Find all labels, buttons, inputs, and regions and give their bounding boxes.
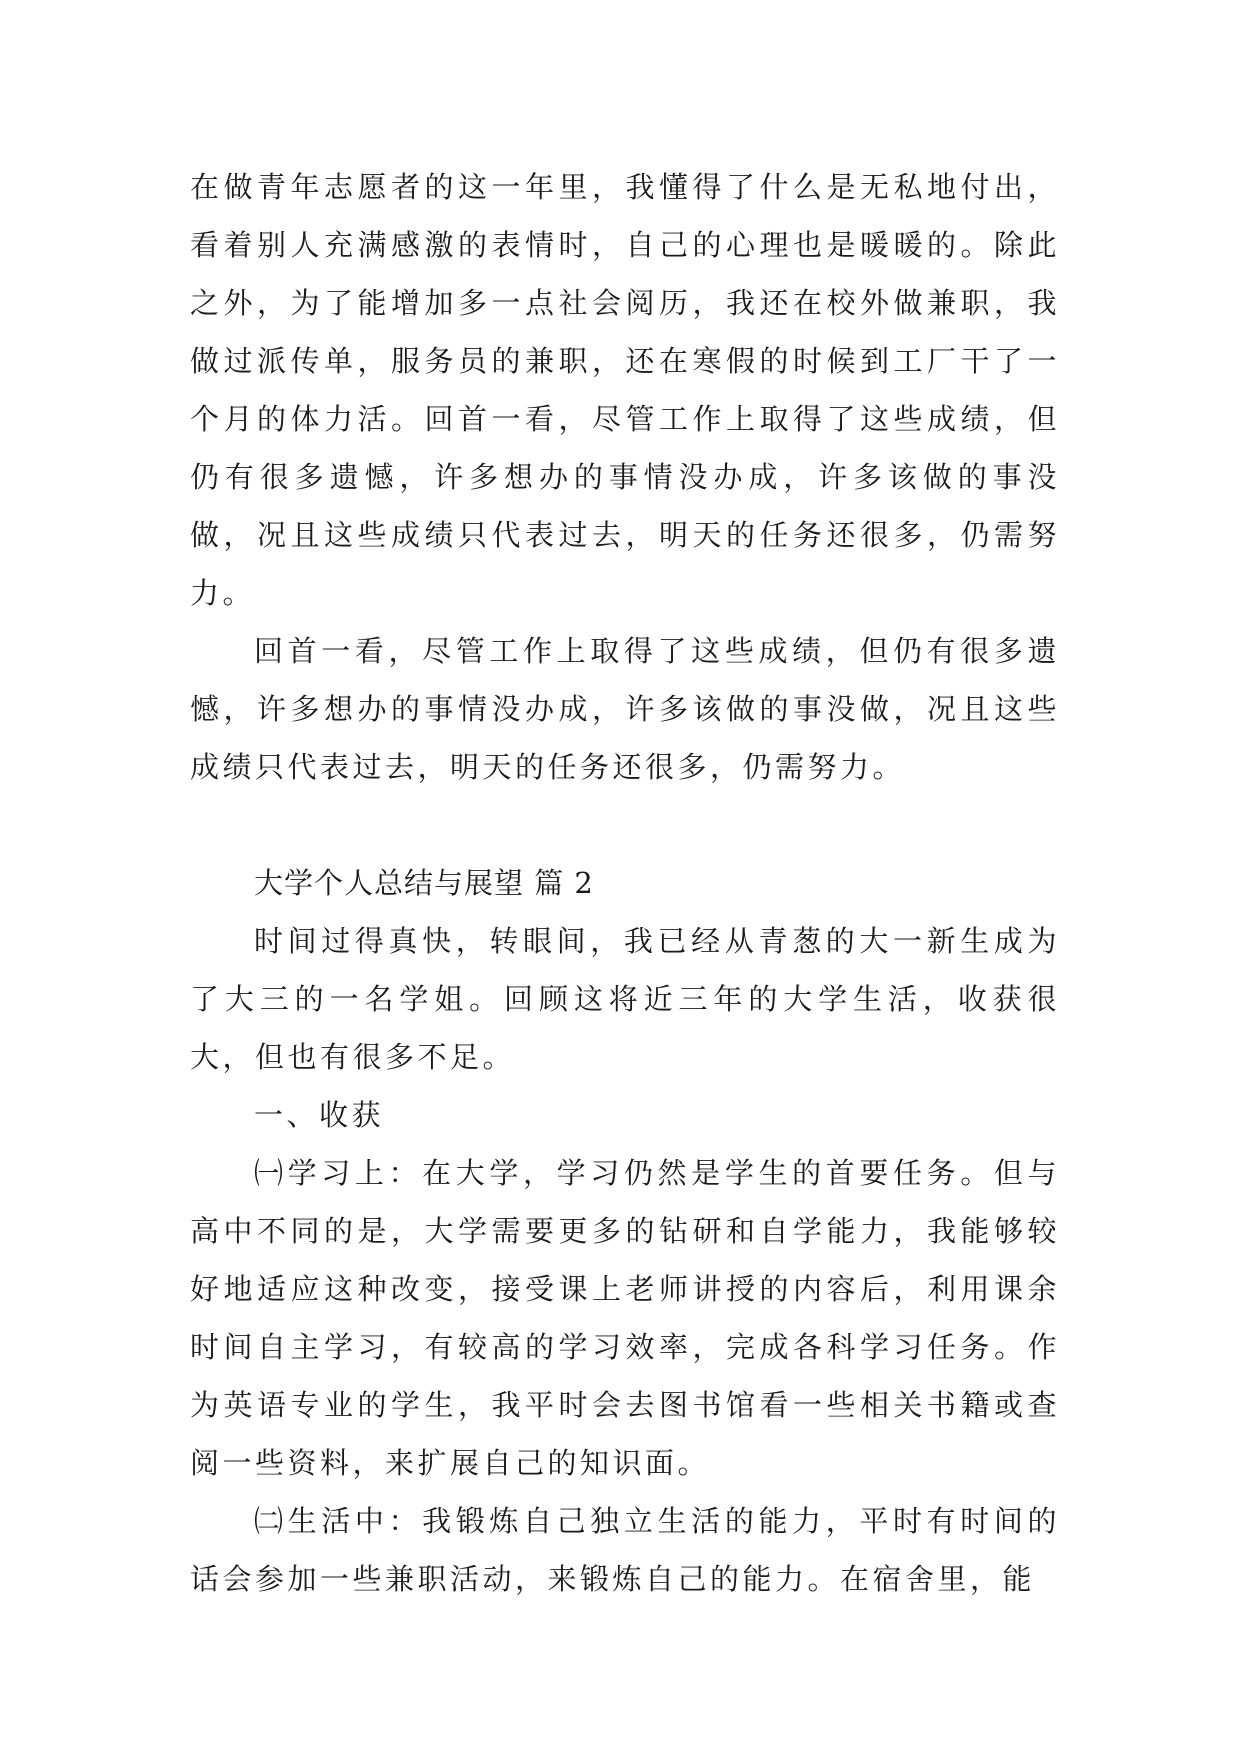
paragraph-review: 回首一看，尽管工作上取得了这些成绩，但仍有很多遗憾，许多想办的事情没办成，许多该做的事没做，况且这些成绩只代表过去，明天的任务还很多，仍需努力。	[190, 634, 1060, 784]
paragraph-intro: 时间过得真快，转眼间，我已经从青葱的大一新生成为了大三的一名学姐。回顾这将近三年的大学生活，收获很大，但也有很多不足。	[190, 924, 1060, 1074]
paragraph-life: ㈡生活中：我锻炼自己独立生活的能力，平时有时间的话会参加一些兼职活动，来锻炼自己的能力。在宿舍里，能	[190, 1504, 1060, 1596]
harvest-heading: 一、收获	[254, 1098, 385, 1132]
section-title: 大学个人总结与展望 篇 2	[254, 866, 594, 900]
paragraph-study: ㈠学习上：在大学，学习仍然是学生的首要任务。但与高中不同的是，大学需要更多的钻研和自学能力，我能够较好地适应这种改变，接受课上老师讲授的内容后，利用课余时间自主学习，有较高的学习效率，完成各科学习任务。作为英语专业的学生，我平时会去图书馆看一些相关书籍或查阅一些资料，来扩展自己的知识面。	[190, 1156, 1060, 1480]
paragraph-volunteer: 在做青年志愿者的这一年里，我懂得了什么是无私地付出，看着别人充满感激的表情时，自己的心理也是暖暖的。除此之外，为了能增加多一点社会阅历，我还在校外做兼职，我做过派传单，服务员的兼职，还在寒假的时候到工厂干了一个月的体力活。回首一看，尽管工作上取得了这些成绩，但仍有很多遗憾，许多想办的事情没办成，许多该做的事没做，况且这些成绩只代表过去，明天的任务还很多，仍需努力。	[190, 170, 1060, 610]
section-spacer	[190, 796, 1060, 854]
document-body	[190, 158, 1060, 1608]
